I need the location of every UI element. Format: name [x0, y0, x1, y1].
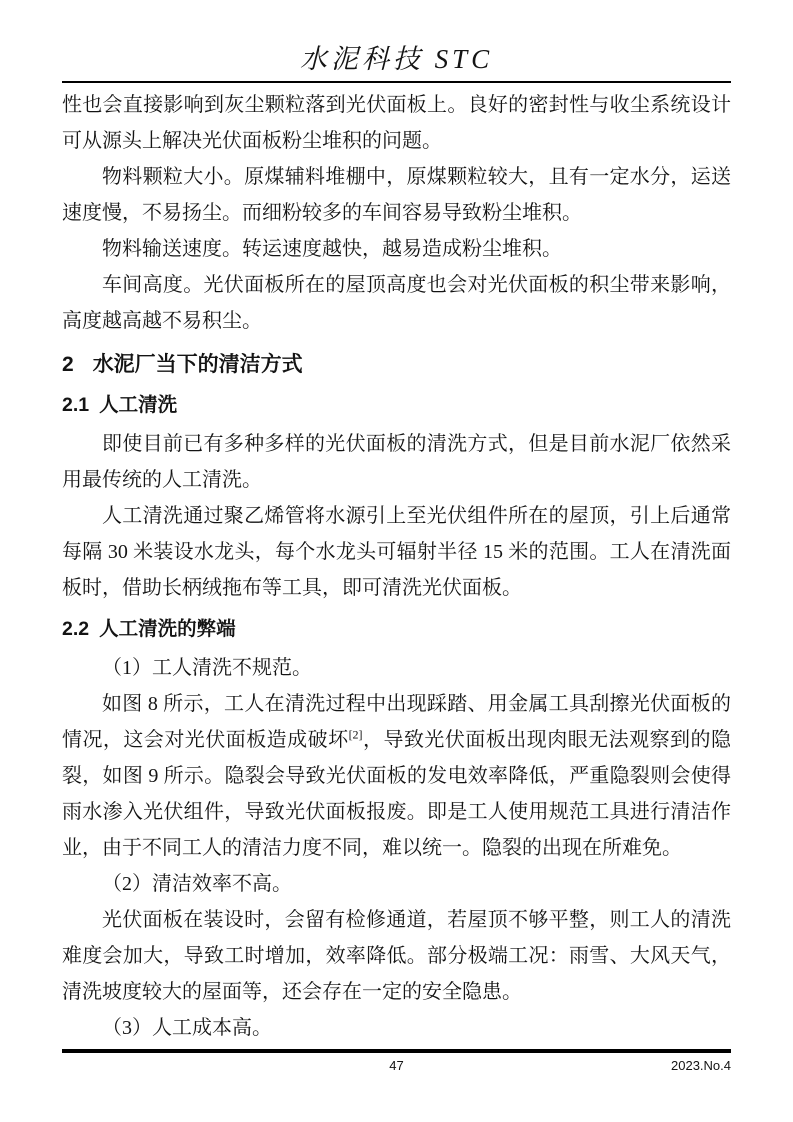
body-list-item-1: （1）工人清洗不规范。: [102, 657, 312, 679]
section-heading-2-1: [62, 389, 731, 421]
body-paragraph-conveying-speed: 物料输送速度。转运速度越快，越易造成粉尘堆积。: [102, 238, 562, 260]
header-rule: [62, 81, 731, 83]
section-number: 2: [62, 353, 74, 376]
section-number: 2.2: [62, 618, 90, 640]
section-title: 人工清洗的弊端: [99, 618, 236, 640]
citation-reference-2: [2]: [348, 727, 363, 742]
section-title: 水泥厂当下的清洁方式: [92, 353, 303, 376]
body-paragraph-workshop-height: 车间高度。光伏面板所在的屋顶高度也会对光伏面板的积尘带来影响，高度越高越不易积尘。: [62, 274, 731, 332]
page-header: [62, 0, 731, 83]
body-paragraph-figure-damage: [62, 686, 731, 866]
body-paragraph-particle-size: 物料颗粒大小。原煤辅料堆棚中，原煤颗粒较大，且有一定水分，运送速度慢，不易扬尘。而细粉较多的车间容易导致粉尘堆积。: [62, 166, 731, 224]
article-body: [62, 87, 731, 1046]
footer-page-number: 47: [389, 1058, 404, 1073]
body-list-item-2: （2）清洁效率不高。: [102, 873, 292, 895]
section-title: 人工清洗: [99, 394, 178, 416]
page-content-area: [62, 0, 731, 1046]
body-list-item-3: （3）人工成本高。: [102, 1017, 272, 1039]
section-number: 2.1: [62, 394, 90, 416]
paragraph-text-before-citation: 如图 8 所示，工人在清洗过程中出现踩踏、用金属工具刮擦光伏面板的情况，这会对光伏面板造成破坏: [62, 693, 731, 751]
body-paragraph-continuation: 性也会直接影响到灰尘颗粒落到光伏面板上。良好的密封性与收尘系统设计可从源头上解决光伏面板粉尘堆积的问题。: [62, 94, 731, 152]
page-footer: [62, 1049, 731, 1075]
body-paragraph-efficiency: 光伏面板在装设时，会留有检修通道，若屋顶不够平整，则工人的清洗难度会加大，导致工时增加，效率降低。部分极端工况：雨雪、大风天气，清洗坡度较大的屋面等，还会存在一定的安全隐患。: [62, 909, 731, 1003]
journal-title: 水泥科技 STC: [299, 44, 494, 74]
footer-issue-label: 2023.No.4: [671, 1058, 731, 1073]
body-paragraph-manual-cleaning-intro: 即使目前已有多种多样的光伏面板的清洗方式，但是目前水泥厂依然采用最传统的人工清洗。: [62, 433, 731, 491]
section-heading-2-2: [62, 613, 731, 645]
paragraph-text-after-citation: ，导致光伏面板出现肉眼无法观察到的隐裂，如图 9 所示。隐裂会导致光伏面板的发电效率降低，严重隐裂则会使得雨水渗入光伏组件，导致光伏面板报废。即是工人使用规范工具进行清洁作业，由于不同工人的清洁力度不同，难以统一。隐裂的出现在所难免。: [62, 729, 731, 859]
section-heading-2: [62, 348, 731, 382]
body-paragraph-manual-cleaning-method: 人工清洗通过聚乙烯管将水源引上至光伏组件所在的屋顶，引上后通常每隔 30 米装设水龙头，每个水龙头可辐射半径 15 米的范围。工人在清洗面板时，借助长柄绒拖布等工具，即可清洗光伏面板。: [62, 505, 731, 599]
